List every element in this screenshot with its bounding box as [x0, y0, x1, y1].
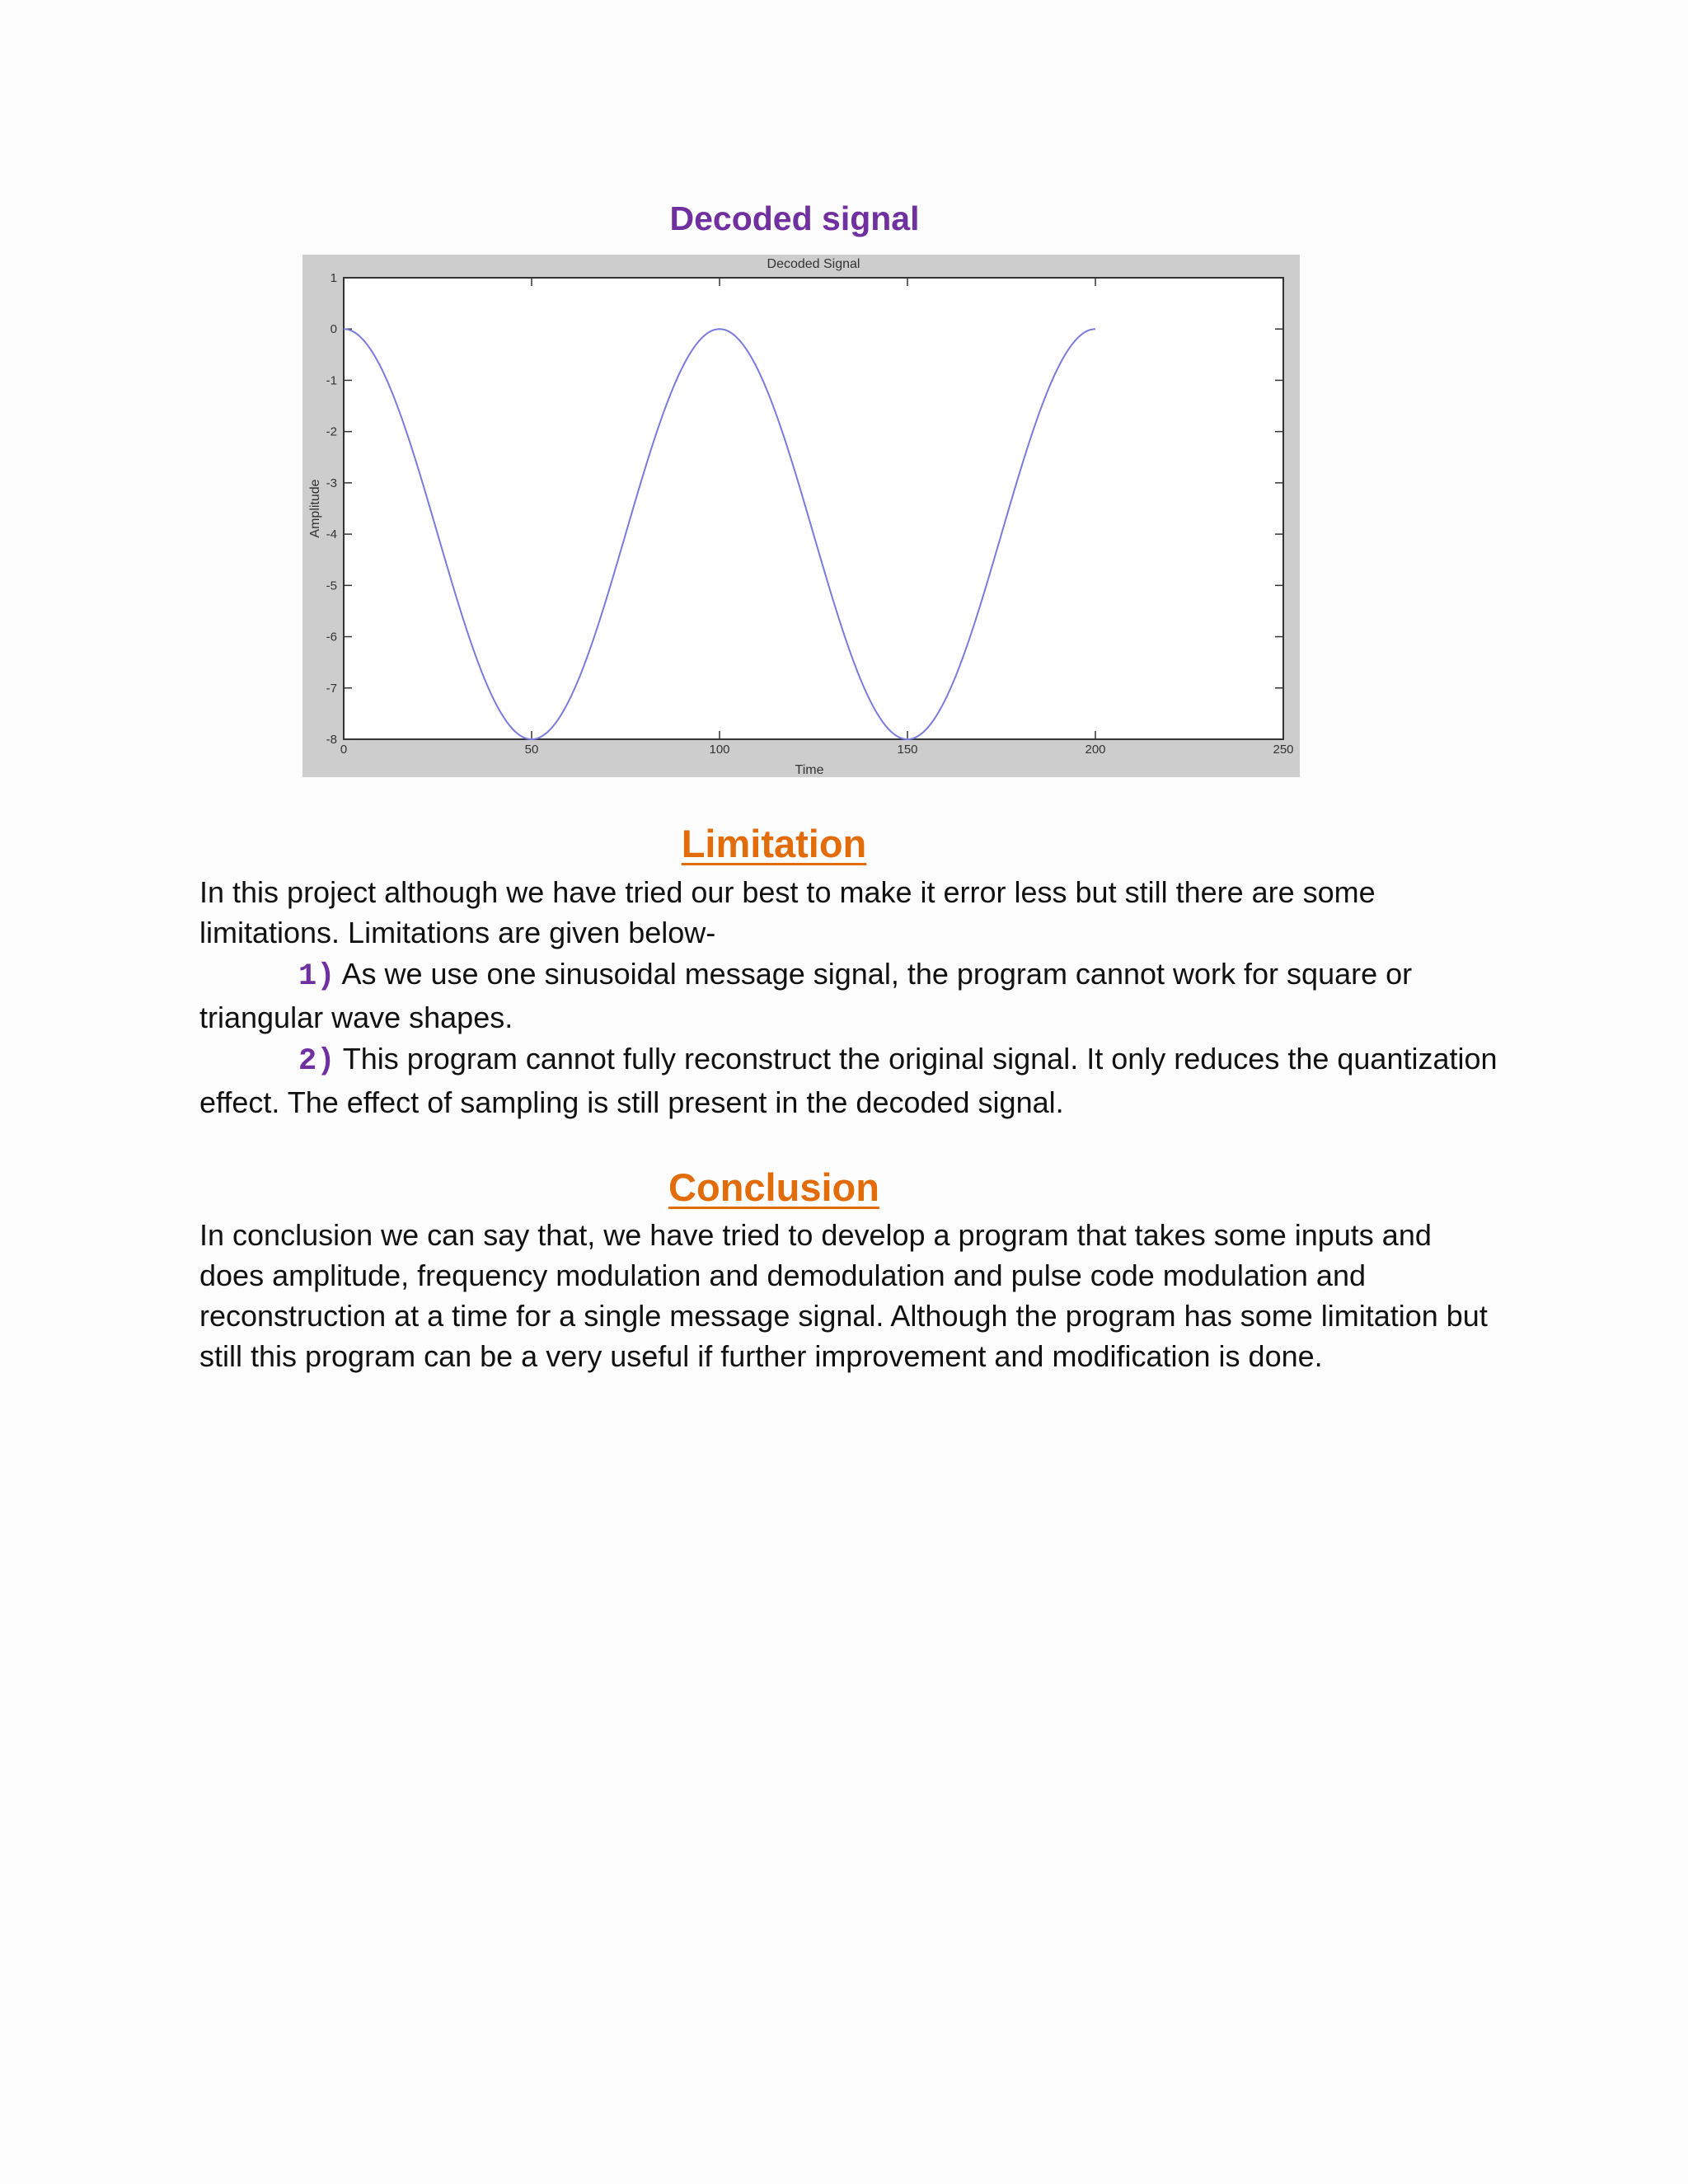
conclusion-heading: Conclusion	[668, 1165, 879, 1209]
x-tick-label: 200	[1085, 743, 1106, 757]
y-tick-label: 0	[330, 322, 337, 337]
limitation-item-1	[199, 954, 1502, 1038]
y-tick-label: -8	[326, 733, 337, 747]
list-item-text: This program cannot fully reconstruct the original signal. It only reduces the quantization effect. The effect of sampling is still present in the decoded signal.	[199, 1042, 1498, 1119]
x-tick-label: 250	[1273, 743, 1294, 757]
x-tick-label: 0	[340, 743, 348, 757]
x-tick-label: 100	[709, 743, 730, 757]
chart-title: Decoded Signal	[767, 257, 860, 271]
limitation-heading: Limitation	[681, 822, 867, 865]
list-number: 1)	[298, 959, 335, 994]
figure-caption: Decoded signal	[669, 199, 920, 237]
list-item-text: As we use one sinusoidal message signal, the program cannot work for square or triangular wave shapes.	[199, 957, 1413, 1034]
decoded-signal-figure	[302, 255, 1300, 777]
y-tick-label: -1	[326, 373, 337, 388]
limitation-item-2	[199, 1038, 1502, 1122]
x-tick-label: 150	[897, 743, 918, 757]
y-tick-label: -2	[326, 424, 337, 439]
list-number: 2)	[298, 1044, 335, 1079]
y-tick-label: -7	[326, 681, 337, 696]
y-axis-label: Amplitude	[308, 479, 322, 538]
x-axis-label: Time	[795, 763, 824, 777]
decoded-signal-chart	[302, 255, 1300, 777]
limitation-intro: In this project although we have tried our best to make it error less but still there are some limitations. Limitations are given below-	[199, 875, 1376, 949]
y-tick-label: 1	[330, 271, 337, 285]
x-tick-label: 50	[524, 743, 539, 757]
conclusion-text: In conclusion we can say that, we have tried to develop a program that takes some inputs and does amplitude, frequency modulation and demodulation and pulse code modulation and reconstruction at a time for a single message signal. Although the program has some limitation but still this program can be a very useful if further improvement and modification is done.	[199, 1218, 1488, 1373]
y-tick-label: -4	[326, 527, 337, 542]
y-tick-label: -3	[326, 476, 337, 490]
plot-area	[344, 278, 1283, 739]
y-tick-label: -5	[326, 579, 337, 593]
y-tick-label: -6	[326, 630, 337, 644]
